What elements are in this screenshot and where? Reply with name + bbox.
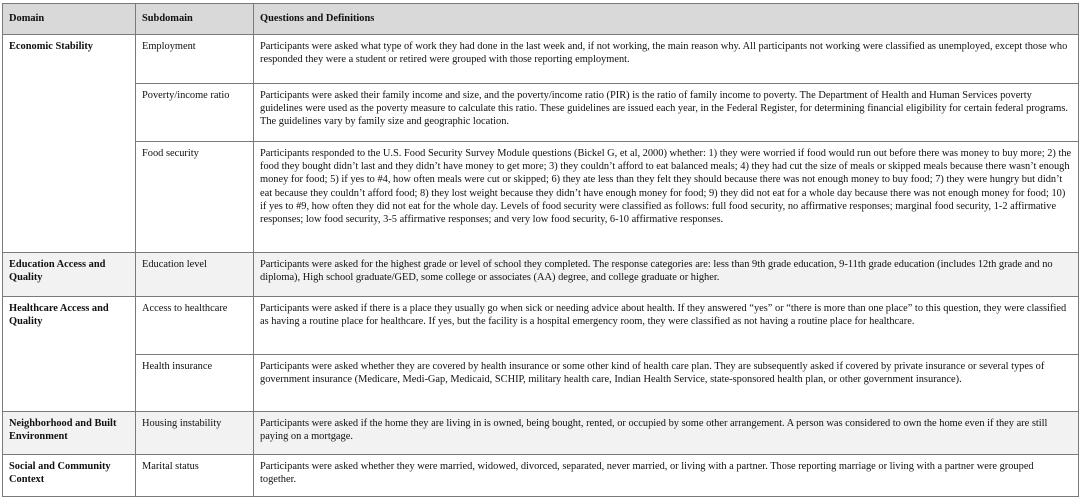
table-row [3,355,1079,412]
table-row [3,35,1079,84]
subdomain-cell: Food security [136,142,254,253]
definition-cell: Participants were asked their family income and size, and the poverty/income ratio (PIR) is the ratio of family income to poverty. The Department of Health and Human Services poverty guidelines were used as the poverty measure to calculate this ratio. These guidelines are issued each year, in the Federal Register, for determining financial eligibility for certain federal programs. The guidelines vary by family size and geographic location. [254,84,1079,142]
table-row [3,297,1079,355]
definition-cell: Participants were asked for the highest grade or level of school they completed. The response categories are: less than 9th grade education, 9-11th grade education (includes 12th grade and no diploma), High school graduate/GED, some college or associates (AA) degree, and college graduate or higher. [254,253,1079,297]
subdomain-cell: Employment [136,35,254,84]
header-row [3,4,1079,35]
domain-cell: Social and Community Context [3,455,136,497]
definition-cell: Participants responded to the U.S. Food Security Survey Module questions (Bickel G, et al, 2000) whether: 1) they were worried if food would run out before there was money to buy more; 2) the food they bought didn’t last and they didn’t have money to get more; 3) they couldn’t afford to eat balanced meals; 4) they had cut the size of meals or skipped meals because there wasn’t enough money for food; 5) if yes to #4, how often meals were cut or skipped; 6) they ate less than they felt they should because there was not enough money to buy food; 7) they were hungry but didn’t eat because they couldn’t afford food; 8) they lost weight because they didn’t have enough money for food; 9) they did not eat for a whole day because there was not enough money for food; 10) if yes to #9, how often they did not eat for the whole day. Levels of food security were classified as follows: full food security, no affirmative responses; marginal food security, 1-2 affirmative responses; low food security, 3-5 affirmative responses; and very low food security, 6-10 affirmative responses. [254,142,1079,253]
subdomain-cell: Education level [136,253,254,297]
table-row [3,142,1079,253]
domain-cell: Education Access and Quality [3,253,136,297]
table-row [3,412,1079,455]
table-row [3,455,1079,497]
domain-cell: Neighborhood and Built Environment [3,412,136,455]
subdomain-cell: Marital status [136,455,254,497]
subdomain-cell: Health insurance [136,355,254,412]
header-questions: Questions and Definitions [254,4,1079,35]
subdomain-cell: Poverty/income ratio [136,84,254,142]
header-subdomain: Subdomain [136,4,254,35]
header-domain: Domain [3,4,136,35]
table-row [3,253,1079,297]
domain-cell: Economic Stability [3,35,136,253]
definition-cell: Participants were asked what type of work they had done in the last week and, if not working, the main reason why. All participants not working were classified as unemployed, except those who responded they were a student or retired were grouped with those reporting employment. [254,35,1079,84]
sdoh-definitions-table [2,3,1079,497]
domain-cell: Healthcare Access and Quality [3,297,136,412]
definition-cell: Participants were asked if there is a place they usually go when sick or needing advice about health. If they answered “yes” or “there is more than one place” to this question, they were classified as having a routine place for healthcare. If yes, but the facility is a hospital emergency room, they were classified as not having a routine place for healthcare. [254,297,1079,355]
definition-cell: Participants were asked whether they were married, widowed, divorced, separated, never married, or living with a partner. Those reporting marriage or living with a partner were grouped together. [254,455,1079,497]
definition-cell: Participants were asked if the home they are living in is owned, being bought, rented, or occupied by some other arrangement. A person was considered to own the home even if they are still paying on a mortgage. [254,412,1079,455]
subdomain-cell: Access to healthcare [136,297,254,355]
definition-cell: Participants were asked whether they are covered by health insurance or some other kind of health care plan. They are subsequently asked if covered by private insurance or several types of government insurance (Medicare, Medi-Gap, Medicaid, SCHIP, military health care, Indian Health Service, state-sponsored health plan, or other government insurance). [254,355,1079,412]
table-row [3,84,1079,142]
subdomain-cell: Housing instability [136,412,254,455]
